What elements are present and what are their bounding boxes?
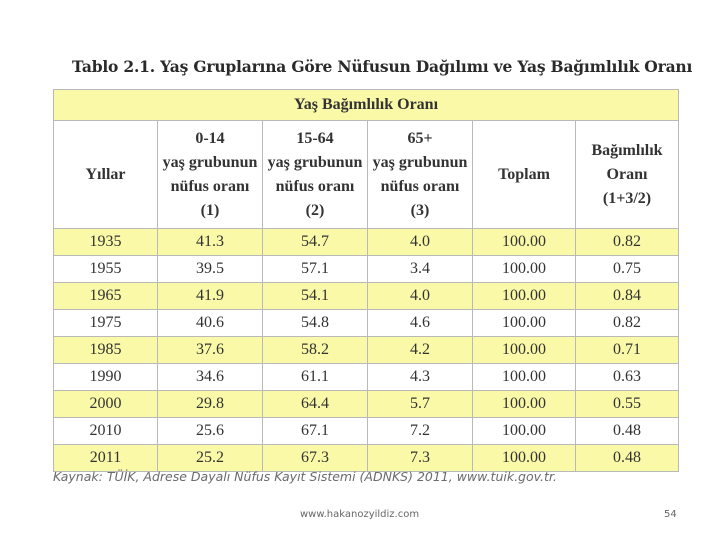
cell-age-15-64: 57.1 [263, 256, 368, 283]
cell-dependency-ratio: 0.75 [576, 256, 679, 283]
header-total [473, 121, 576, 229]
cell-age-15-64: 54.7 [263, 229, 368, 256]
header-line: yaş grubunun [267, 153, 363, 171]
header-years [54, 121, 158, 229]
cell-year: 2010 [54, 418, 158, 445]
cell-total: 100.00 [473, 364, 576, 391]
header-line: Oranı [606, 165, 648, 183]
cell-year: 1985 [54, 337, 158, 364]
cell-age-65-plus: 5.7 [368, 391, 473, 418]
cell-age-15-64: 61.1 [263, 364, 368, 391]
cell-age-0-14: 41.9 [158, 283, 263, 310]
cell-age-15-64: 67.1 [263, 418, 368, 445]
table-row [54, 337, 679, 364]
cell-age-0-14: 40.6 [158, 310, 263, 337]
cell-age-65-plus: 4.2 [368, 337, 473, 364]
header-line: Yıllar [85, 165, 126, 183]
cell-dependency-ratio: 0.48 [576, 445, 679, 472]
cell-age-15-64: 67.3 [263, 445, 368, 472]
table-row [54, 283, 679, 310]
header-line: (2) [305, 201, 325, 219]
population-table [53, 89, 679, 472]
page-number: 54 [664, 509, 677, 520]
cell-total: 100.00 [473, 283, 576, 310]
table-row [54, 418, 679, 445]
cell-total: 100.00 [473, 229, 576, 256]
cell-age-0-14: 25.2 [158, 445, 263, 472]
cell-total: 100.00 [473, 445, 576, 472]
cell-age-15-64: 58.2 [263, 337, 368, 364]
table-row [54, 364, 679, 391]
header-line: nüfus oranı [170, 177, 250, 195]
cell-age-65-plus: 7.3 [368, 445, 473, 472]
cell-age-65-plus: 4.6 [368, 310, 473, 337]
header-line: yaş grubunun [162, 153, 258, 171]
cell-age-65-plus: 3.4 [368, 256, 473, 283]
cell-age-65-plus: 4.0 [368, 283, 473, 310]
cell-age-0-14: 34.6 [158, 364, 263, 391]
cell-age-0-14: 41.3 [158, 229, 263, 256]
column-header-row [54, 121, 679, 229]
header-age-0-14 [158, 121, 263, 229]
header-line: (1) [200, 201, 220, 219]
cell-year: 2000 [54, 391, 158, 418]
cell-total: 100.00 [473, 256, 576, 283]
cell-dependency-ratio: 0.48 [576, 418, 679, 445]
cell-age-0-14: 39.5 [158, 256, 263, 283]
cell-dependency-ratio: 0.55 [576, 391, 679, 418]
header-line: (1+3/2) [602, 189, 652, 207]
header-age-15-64 [263, 121, 368, 229]
table-row [54, 391, 679, 418]
cell-dependency-ratio: 0.82 [576, 229, 679, 256]
cell-total: 100.00 [473, 310, 576, 337]
table-row [54, 229, 679, 256]
cell-age-65-plus: 7.2 [368, 418, 473, 445]
header-line: 65+ [407, 129, 433, 147]
cell-dependency-ratio: 0.82 [576, 310, 679, 337]
cell-age-15-64: 54.1 [263, 283, 368, 310]
header-dependency-ratio [576, 121, 679, 229]
cell-year: 1975 [54, 310, 158, 337]
header-line: yaş grubunun [372, 153, 468, 171]
header-line: 15-64 [296, 129, 334, 147]
cell-age-15-64: 64.4 [263, 391, 368, 418]
cell-year: 1955 [54, 256, 158, 283]
header-line: nüfus oranı [380, 177, 460, 195]
cell-age-0-14: 25.6 [158, 418, 263, 445]
source-note: Kaynak: TÜİK, Adrese Dayalı Nüfus Kayıt Sistemi (ADNKS) 2011, www.tuik.gov.tr. [53, 469, 557, 484]
table-row [54, 310, 679, 337]
table-body [54, 229, 679, 472]
table-row [54, 256, 679, 283]
cell-total: 100.00 [473, 391, 576, 418]
cell-age-0-14: 29.8 [158, 391, 263, 418]
header-line: nüfus oranı [275, 177, 355, 195]
table-row [54, 445, 679, 472]
table-title: Tablo 2.1. Yaş Gruplarına Göre Nüfusun Dağılımı ve Yaş Bağımlılık Oranı [72, 57, 693, 76]
cell-age-15-64: 54.8 [263, 310, 368, 337]
cell-year: 2011 [54, 445, 158, 472]
cell-age-65-plus: 4.0 [368, 229, 473, 256]
cell-dependency-ratio: 0.63 [576, 364, 679, 391]
cell-total: 100.00 [473, 337, 576, 364]
cell-year: 1935 [54, 229, 158, 256]
super-header-row [54, 90, 679, 121]
header-line: 0-14 [195, 129, 225, 147]
header-age-65-plus [368, 121, 473, 229]
header-line: Toplam [498, 165, 550, 183]
cell-dependency-ratio: 0.84 [576, 283, 679, 310]
header-line: Bağımlılık [591, 141, 663, 159]
footer-url: www.hakanozyildiz.com [300, 509, 420, 520]
super-header-cell: Yaş Bağımlılık Oranı [54, 90, 679, 121]
cell-year: 1990 [54, 364, 158, 391]
cell-age-65-plus: 4.3 [368, 364, 473, 391]
header-line: (3) [410, 201, 430, 219]
cell-age-0-14: 37.6 [158, 337, 263, 364]
cell-total: 100.00 [473, 418, 576, 445]
cell-dependency-ratio: 0.71 [576, 337, 679, 364]
cell-year: 1965 [54, 283, 158, 310]
